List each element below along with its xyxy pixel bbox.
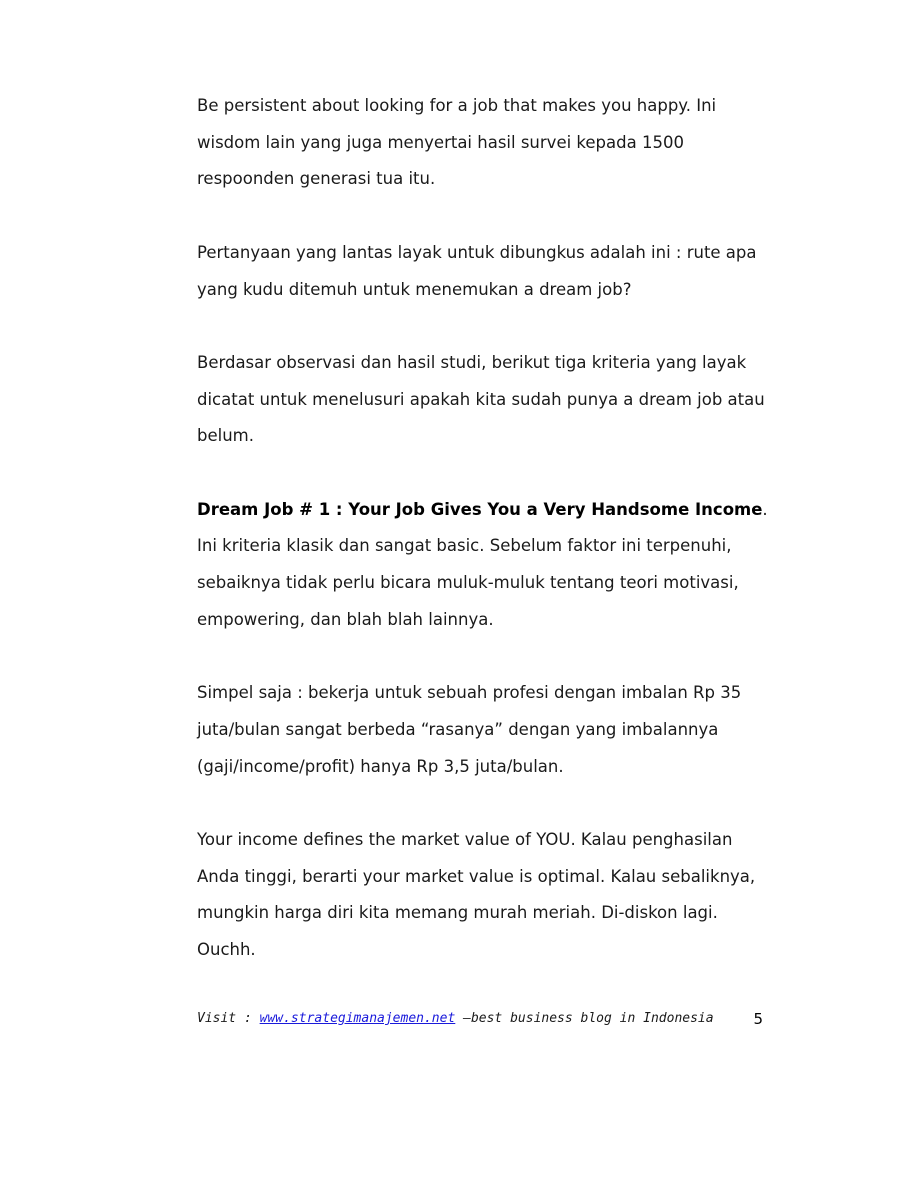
- paragraph-persistent: [197, 88, 769, 198]
- website-link[interactable]: www.strategimanajemen.net: [259, 1011, 456, 1026]
- page-number: 5: [753, 1010, 763, 1028]
- paragraph-text: Simpel saja : bekerja untuk sebuah profesi dengan imbalan Rp 35 juta/bulan sangat berbeda “rasanya” dengan yang imbalannya (gaji/income/profit) hanya Rp 3,5 juta/bulan.: [197, 683, 742, 776]
- footer-visit-line: [197, 1008, 714, 1030]
- body-text: [197, 88, 769, 969]
- paragraph-text: Pertanyaan yang lantas layak untuk dibungkus adalah ini : rute apa yang kudu ditemuh untuk menemukan a dream job?: [197, 242, 757, 299]
- paragraph-text: . Ini kriteria klasik dan sangat basic. Sebelum faktor ini terpenuhi, sebaiknya tidak perlu bicara muluk-muluk tentang teori motivasi, empowering, dan blah blah lainnya.: [197, 499, 768, 629]
- paragraph-question: [197, 235, 769, 308]
- footer-suffix: –best business blog in Indonesia: [455, 1011, 714, 1026]
- paragraph-text: Berdasar observasi dan hasil studi, berikut tiga kriteria yang layak dicatat untuk menelusuri apakah kita sudah punya a dream job atau belum.: [197, 352, 765, 446]
- paragraph-simpel: [197, 675, 769, 785]
- page-footer: [197, 1008, 769, 1030]
- paragraph-market-value: [197, 822, 769, 969]
- footer-prefix: Visit :: [197, 1011, 260, 1026]
- paragraph-text: Your income defines the market value of YOU. Kalau penghasilan Anda tinggi, berarti your market value is optimal. Kalau sebaliknya, mungkin harga diri kita memang murah meriah. Di-diskon lagi. Ouchh.: [197, 829, 756, 960]
- dream-job-1-heading: Dream Job # 1 : Your Job Gives You a Very Handsome Income: [197, 499, 763, 519]
- paragraph-dream-job-1: [197, 492, 769, 639]
- paragraph-criteria-intro: [197, 345, 769, 455]
- paragraph-text: Be persistent about looking for a job that makes you happy. Ini wisdom lain yang juga menyertai hasil survei kepada 1500 respoonden generasi tua itu.: [197, 96, 717, 189]
